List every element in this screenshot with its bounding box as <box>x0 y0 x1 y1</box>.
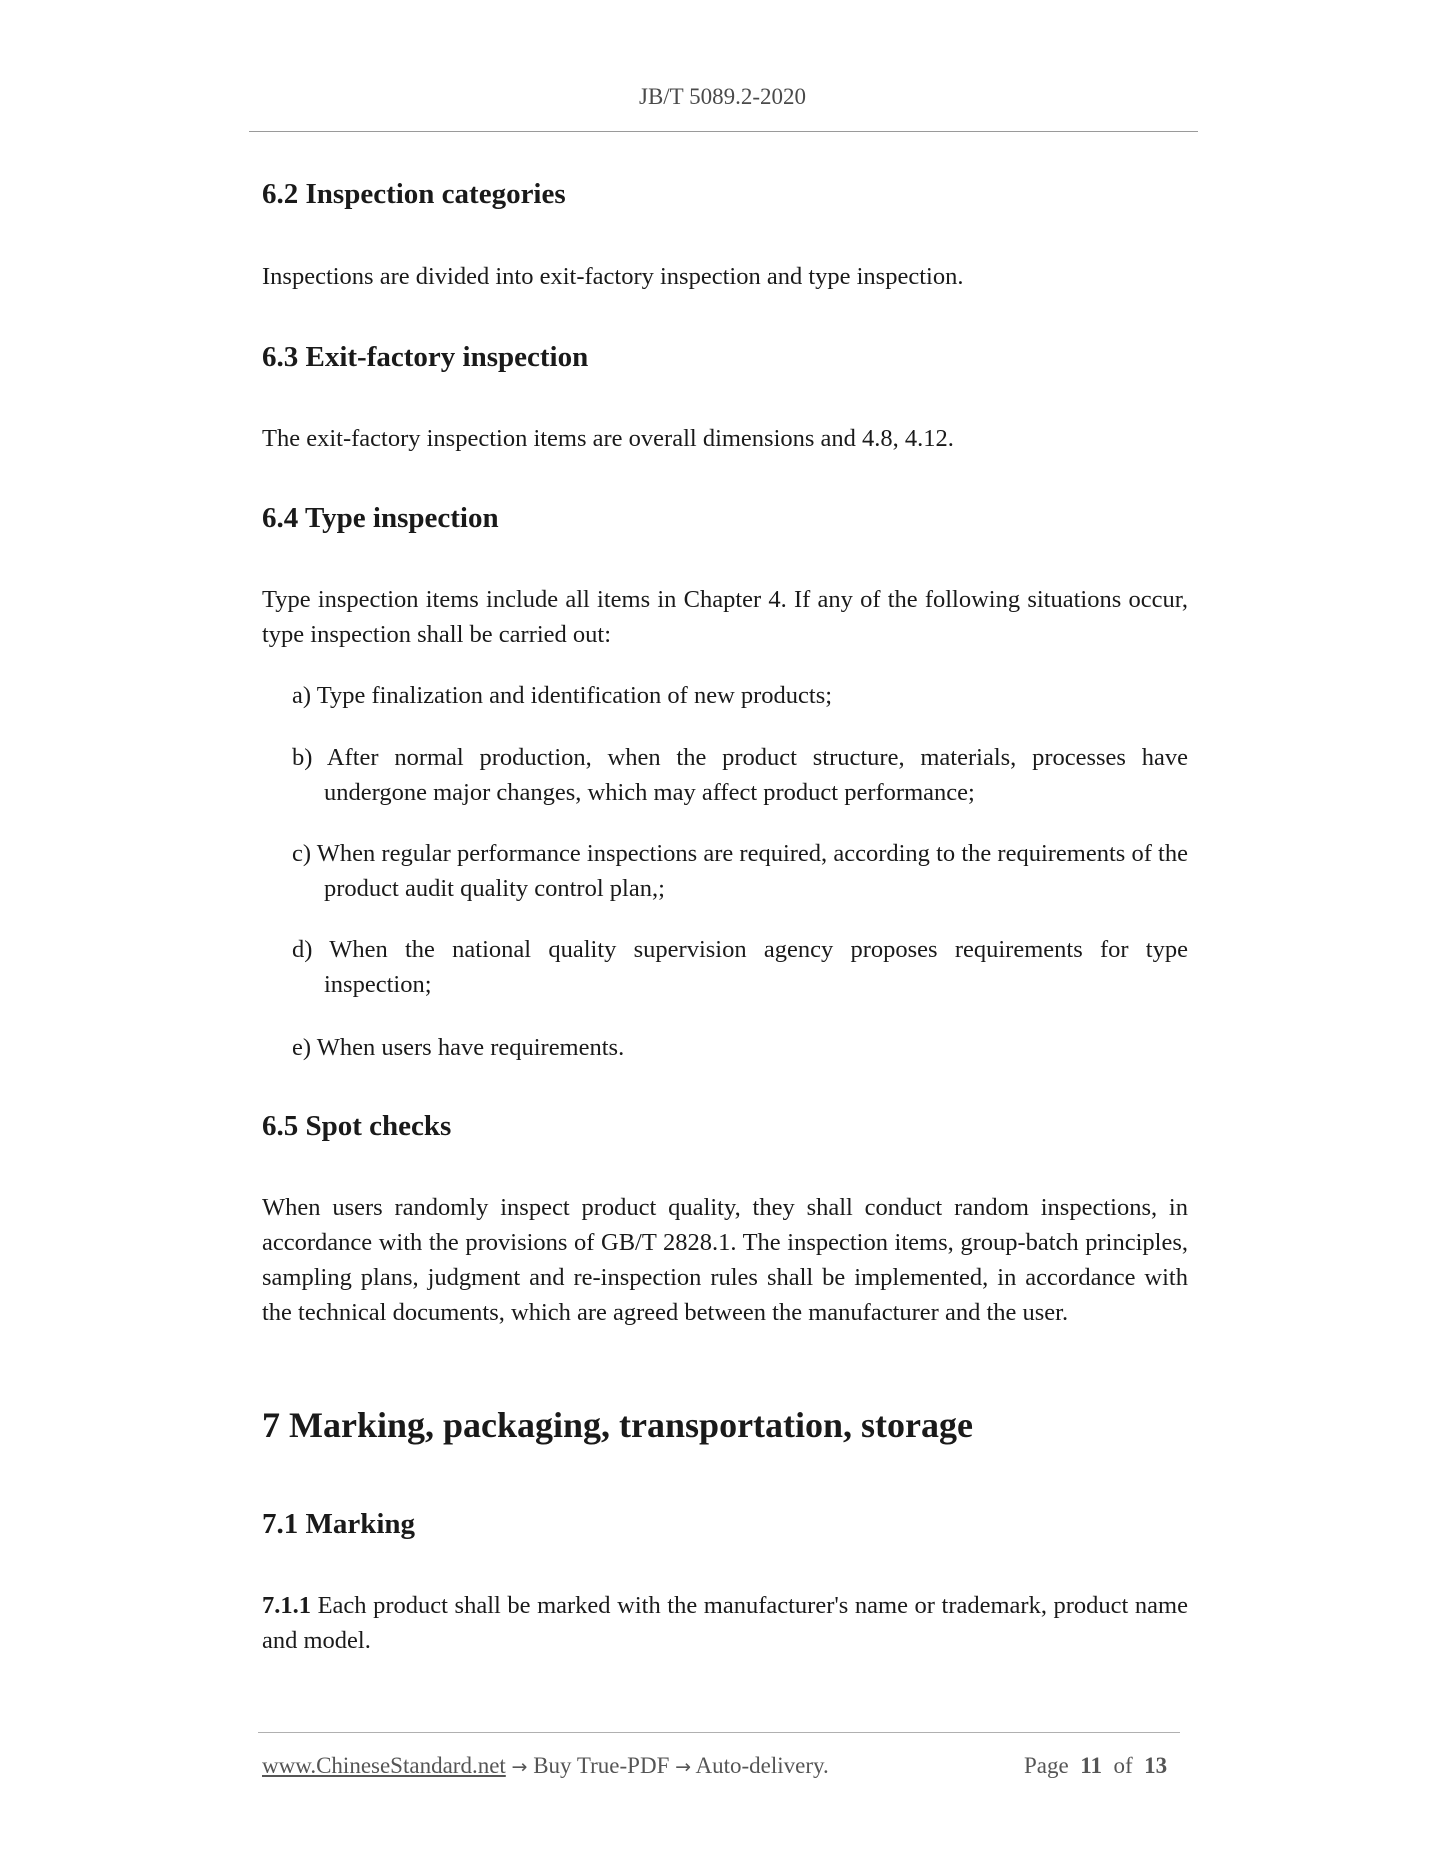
site-link[interactable]: www.ChineseStandard.net <box>262 1753 506 1778</box>
heading-6-5: 6.5 Spot checks <box>262 1110 452 1142</box>
list-item-e: e) When users have requirements. <box>292 1034 625 1061</box>
delivery-text: Auto-delivery. <box>695 1753 829 1778</box>
list-item-a: a) Type finalization and identification of new products; <box>292 682 833 709</box>
arrow-right-icon: → <box>675 1756 692 1778</box>
page-total: 13 <box>1144 1753 1168 1778</box>
page-indicator <box>1024 1753 1167 1779</box>
paragraph-6-4: Type inspection items include all items in Chapter 4. If any of the following situations occur, type inspection shall be carried out: <box>262 586 1188 648</box>
list-item-d: d) When the national quality supervision agency proposes requirements for type inspection; <box>292 936 1188 998</box>
page-current: 11 <box>1080 1753 1102 1778</box>
heading-6-2: 6.2 Inspection categories <box>262 178 566 210</box>
footer-promo <box>262 1753 829 1779</box>
clause-7-1-1 <box>262 1588 1188 1658</box>
clause-text: Each product shall be marked with the manufacturer's name or trademark, product name and model. <box>262 1592 1188 1654</box>
paragraph-6-2: Inspections are divided into exit-factory inspection and type inspection. <box>262 263 964 290</box>
list-item-b: b) After normal production, when the product structure, materials, processes have undergone major changes, which may affect product performance; <box>292 744 1188 806</box>
heading-6-4: 6.4 Type inspection <box>262 502 499 534</box>
paragraph-6-5: When users randomly inspect product quality, they shall conduct random inspections, in accordance with the provisions of GB/T 2828.1. The inspection items, group-batch principles, sampling plans, judgment and re-inspection rules shall be implemented, in accordance with the technical documents, which are agreed between the manufacturer and the user. <box>262 1194 1188 1326</box>
heading-6-3: 6.3 Exit-factory inspection <box>262 341 589 373</box>
buy-text: Buy True-PDF <box>533 1753 670 1778</box>
document-code-header: JB/T 5089.2-2020 <box>639 84 806 109</box>
footer-divider <box>258 1732 1180 1733</box>
page-label: Page <box>1024 1753 1069 1778</box>
arrow-right-icon: → <box>511 1756 528 1778</box>
clause-number: 7.1.1 <box>262 1592 311 1619</box>
of-label: of <box>1113 1753 1133 1778</box>
list-item-c: c) When regular performance inspections are required, according to the requirements of the product audit quality control plan,; <box>292 840 1188 902</box>
header-divider <box>249 131 1198 132</box>
heading-7-1: 7.1 Marking <box>262 1508 416 1540</box>
heading-7: 7 Marking, packaging, transportation, storage <box>262 1405 973 1445</box>
paragraph-6-3: The exit-factory inspection items are overall dimensions and 4.8, 4.12. <box>262 425 954 452</box>
